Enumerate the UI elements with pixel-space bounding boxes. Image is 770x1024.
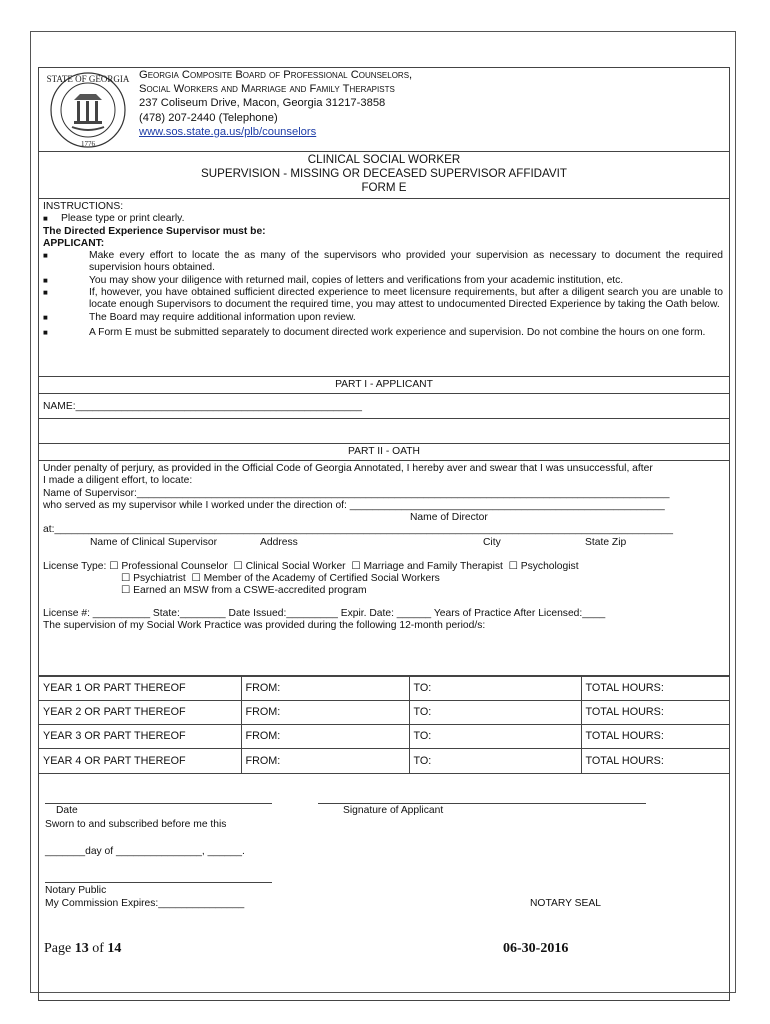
- agency-name-line2: Social Workers and Marriage and Family Therapists: [139, 83, 395, 96]
- from-field[interactable]: FROM:: [241, 749, 409, 773]
- total-hours-field[interactable]: TOTAL HOURS:: [585, 754, 664, 767]
- supervisor-heading: The Directed Experience Supervisor must be:: [43, 225, 266, 237]
- revision-date: 06-30-2016: [503, 941, 569, 956]
- applicant-name-field[interactable]: NAME:__________________________________________________: [39, 394, 729, 419]
- date-label: Date: [56, 804, 78, 816]
- year-label: YEAR 2 OR PART THEREOF: [39, 701, 241, 725]
- year-label: YEAR 4 OR PART THEREOF: [39, 749, 241, 773]
- signature-line[interactable]: [318, 803, 646, 804]
- years-table-container: [39, 676, 729, 774]
- option-msw: Earned an MSW from a CSWE-accredited program: [133, 585, 367, 597]
- seal-ring-text: STATE OF GEORGIA: [46, 74, 130, 84]
- option-clinical-social-worker: Clinical Social Worker: [245, 560, 346, 572]
- to-field[interactable]: TO:: [409, 749, 581, 773]
- notary-seal-label: NOTARY SEAL: [530, 897, 601, 909]
- oath-text-line1: Under penalty of perjury, as provided in the Official Code of Georgia Annotated, I hereby aver and swear that I was unsuccessful, after: [43, 463, 653, 474]
- caption-supervisor: Name of Clinical Supervisor: [90, 536, 218, 548]
- bullet-icon: ■: [43, 327, 48, 337]
- agency-info: [139, 68, 412, 139]
- year-label: YEAR 3 OR PART THEREOF: [39, 725, 241, 749]
- option-mft: Marriage and Family Therapist: [363, 560, 503, 572]
- option-professional-counselor: Professional Counselor: [121, 560, 228, 572]
- license-type-row1: [43, 561, 723, 573]
- commission-field[interactable]: My Commission Expires:_______________: [45, 897, 245, 909]
- bullet-icon: ■: [43, 275, 48, 285]
- director-caption: Name of Director: [410, 512, 488, 524]
- checkbox[interactable]: ☐: [121, 585, 131, 597]
- agency-website-link[interactable]: www.sos.state.ga.us/plb/counselors: [139, 125, 317, 138]
- to-field[interactable]: TO:: [409, 725, 581, 749]
- bullet-icon: ■: [43, 288, 48, 298]
- page-number: Page 13 of 14: [44, 941, 122, 956]
- checkbox[interactable]: ☐: [191, 573, 201, 585]
- to-field[interactable]: TO:: [409, 701, 581, 725]
- bullet-icon: ■: [43, 251, 48, 261]
- notary-line[interactable]: [45, 882, 272, 883]
- title-line2: SUPERVISION - MISSING OR DECEASED SUPERVISOR AFFIDAVIT: [201, 167, 567, 181]
- table-row: [39, 725, 729, 749]
- bullet-icon: ■: [43, 214, 48, 224]
- instruction-bullet: ■ Make every effort to locate the as many of the supervisors who provided your supervision as necessary to document the required supervision hours obtained.: [43, 250, 723, 274]
- bullet-icon: ■: [43, 312, 48, 322]
- agency-name-line1: Georgia Composite Board of Professional Counselors,: [139, 69, 413, 81]
- agency-address: 237 Coliseum Drive, Macon, Georgia 31217-3858: [139, 97, 386, 110]
- title-line3: FORM E: [361, 181, 407, 195]
- instructions-heading: INSTRUCTIONS:: [43, 201, 124, 212]
- option-psychologist: Psychologist: [520, 560, 579, 572]
- checkbox[interactable]: ☐: [109, 560, 119, 572]
- to-field[interactable]: TO:: [409, 677, 581, 701]
- checkbox[interactable]: ☐: [351, 560, 361, 572]
- part1-title: PART I - APPLICANT: [39, 377, 729, 394]
- instruction-bullet: ■ The Board may require additional information upon review.: [43, 311, 356, 323]
- table-row: [39, 677, 729, 701]
- location-field[interactable]: at:____________________________________________________________________________________________________________: [43, 524, 673, 536]
- signature-section: [39, 774, 729, 1000]
- table-row: [39, 749, 729, 773]
- year-label: YEAR 1 OR PART THEREOF: [39, 677, 241, 701]
- form-header: [39, 68, 729, 152]
- from-field[interactable]: FROM:: [241, 677, 409, 701]
- sworn-text: Sworn to and subscribed before me this: [45, 818, 227, 830]
- supervisor-name-field[interactable]: Name of Supervisor:_____________________________________________________________________________________________: [43, 487, 670, 499]
- signature-label: Signature of Applicant: [343, 804, 444, 816]
- option-academy-member: Member of the Academy of Certified Social Workers: [203, 573, 440, 585]
- from-field[interactable]: FROM:: [241, 701, 409, 725]
- instruction-bullet: ■ A Form E must be submitted separately to document directed work experience and supervision. Do not combine the hours on one form.: [43, 326, 706, 338]
- seal-year: 1776: [81, 140, 95, 148]
- caption-state-zip: State Zip: [585, 536, 627, 548]
- agency-phone: (478) 207-2440 (Telephone): [139, 111, 278, 124]
- form-container: [38, 67, 730, 1001]
- form-title: [39, 152, 729, 199]
- years-table: [39, 676, 729, 773]
- license-details-field[interactable]: License #: __________ State:________ Date Issued:_________ Expir. Date: ______ Years of Practice After Licensed:____: [43, 607, 606, 619]
- georgia-seal-icon: [46, 70, 134, 150]
- date-line[interactable]: [45, 803, 272, 804]
- title-line1: CLINICAL SOCIAL WORKER: [307, 153, 461, 166]
- instruction-bullet: ■ You may show your diligence with returned mail, copies of letters and verifications from your academic institution, etc.: [43, 274, 624, 286]
- notary-label: Notary Public: [45, 884, 107, 896]
- total-hours-field[interactable]: TOTAL HOURS:: [581, 677, 729, 701]
- oath-section: [39, 461, 729, 676]
- period-line: The supervision of my Social Work Practice was provided during the following 12-month period/s:: [43, 619, 486, 631]
- checkbox[interactable]: ☐: [121, 573, 131, 585]
- oath-text-line2: I made a diligent effort, to locate:: [43, 475, 193, 487]
- caption-address: Address: [260, 536, 298, 548]
- total-hours-field[interactable]: TOTAL HOURS:: [581, 701, 729, 725]
- instruction-first: ■ Please type or print clearly.: [43, 213, 185, 225]
- location-captions: [43, 537, 723, 551]
- director-field[interactable]: who served as my supervisor while I worked under the direction of: _______________________________________________________: [43, 499, 665, 511]
- instructions-section: [39, 199, 729, 377]
- applicant-heading: APPLICANT:: [43, 237, 105, 249]
- checkbox[interactable]: ☐: [233, 560, 243, 572]
- from-field[interactable]: FROM:: [241, 725, 409, 749]
- table-row: [39, 701, 729, 725]
- license-type-label: License Type:: [43, 560, 107, 572]
- instruction-bullet: ■ If, however, you have obtained sufficient directed experience to meet licensure requirements, but after a diligent search you are unable to locate enough Supervisors to document the required time, you may attest to undocumented Directed Experience by taking the Oath below.: [43, 287, 723, 311]
- caption-city: City: [483, 536, 501, 548]
- blank-row: [39, 419, 729, 444]
- license-type-row2: [43, 573, 723, 585]
- part2-title: PART II - OATH: [39, 444, 729, 461]
- option-psychiatrist: Psychiatrist: [133, 573, 186, 585]
- checkbox[interactable]: ☐: [508, 560, 518, 572]
- total-hours-field[interactable]: TOTAL HOURS:: [581, 725, 729, 749]
- day-field[interactable]: _______day of _______________, ______.: [45, 845, 245, 857]
- license-type-row3: [43, 585, 723, 597]
